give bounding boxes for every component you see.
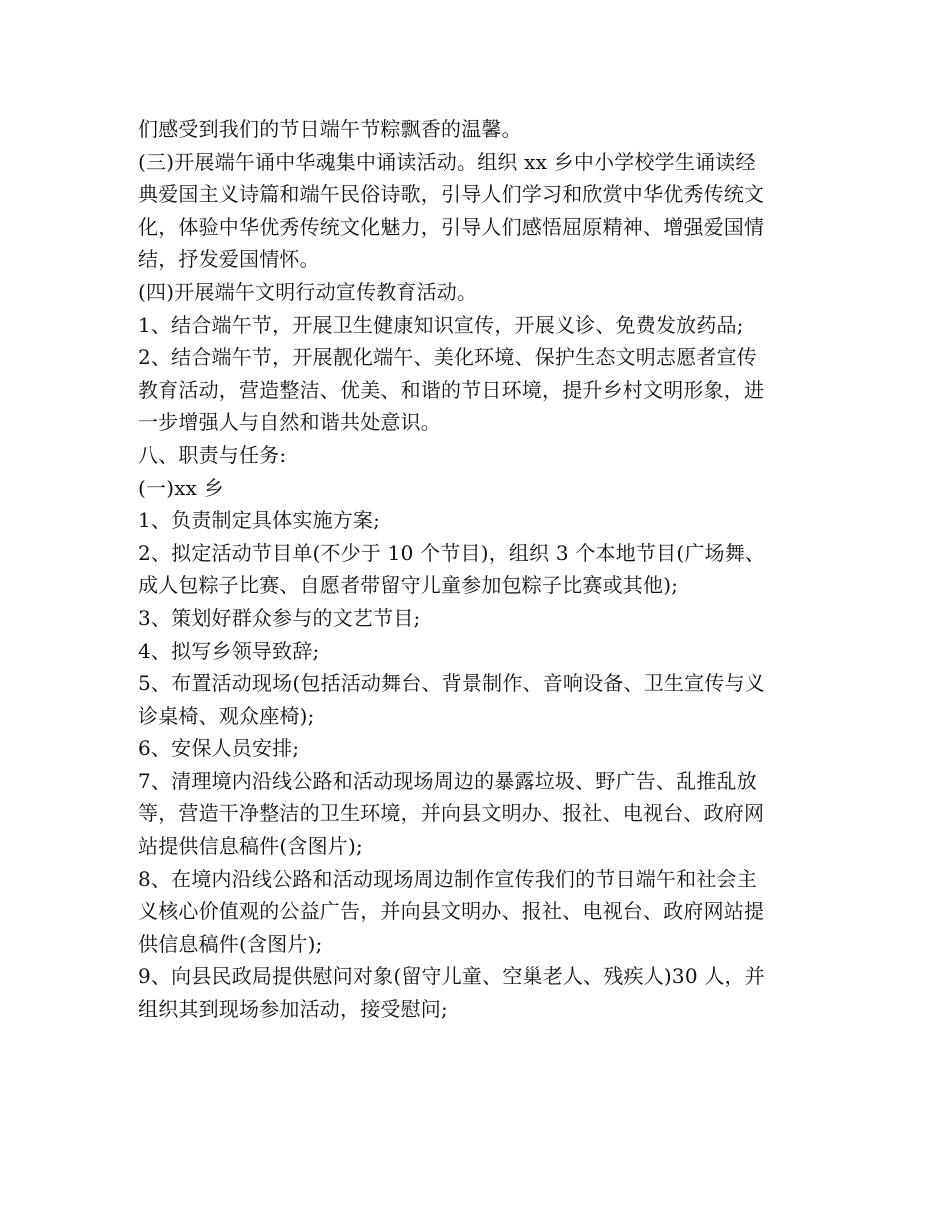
text-line: 3、策划好群众参与的文艺节目; [138, 605, 421, 630]
text-line: 等，营造干净整洁的卫生环境，并向县文明办、报社、电视台、政府网 [138, 801, 765, 826]
text-line: 结，抒发爱国情怀。 [138, 247, 320, 272]
text-line: 典爱国主义诗篇和端午民俗诗歌，引导人们学习和欣赏中华优秀传统文 [138, 182, 765, 207]
text-line: 们感受到我们的节日端午节粽飘香的温馨。 [138, 117, 522, 141]
text-line: 诊桌椅、观众座椅); [138, 703, 315, 728]
text-line: 组织其到现场参加活动，接受慰问; [138, 997, 448, 1022]
text-line: 一步增强人与自然和谐共处意识。 [138, 410, 441, 435]
text-line: 义核心价值观的公益广告，并向县文明办、报社、电视台、政府网站提 [138, 899, 765, 924]
text-line: 供信息稿件(含图片); [138, 931, 323, 956]
text-line: 成人包粽子比赛、自愿者带留守儿童参加包粽子比赛或其他); [138, 573, 679, 598]
text-line: 教育活动，营造整洁、优美、和谐的节日环境，提升乡村文明形象，进 [138, 377, 765, 402]
document-body [138, 113, 818, 1026]
text-line: 2、拟定活动节目单(不少于 10 个节目)，组织 3 个本地节目(广场舞、 [138, 540, 766, 565]
section-heading: 八、职责与任务: [138, 442, 287, 467]
text-line: 6、安保人员安排; [138, 736, 300, 761]
text-line: 7、清理境内沿线公路和活动现场周边的暴露垃圾、野广告、乱推乱放 [138, 768, 757, 793]
text-line: 1、结合端午节，开展卫生健康知识宣传，开展义诊、免费发放药品; [138, 312, 744, 337]
text-line: (四)开展端午文明行动宣传教育活动。 [138, 279, 478, 304]
text-line: 8、在境内沿线公路和活动现场周边制作宣传我们的节日端午和社会主 [138, 866, 757, 891]
text-line: 1、负责制定具体实施方案; [138, 508, 381, 533]
text-line: 5、布置活动现场(包括活动舞台、背景制作、音响设备、卫生宣传与义 [138, 671, 765, 696]
text-line: 2、结合端午节，开展靓化端午、美化环境、保护生态文明志愿者宣传 [138, 345, 757, 370]
text-line: 9、向县民政局提供慰问对象(留守儿童、空巢老人、残疾人)30 人，并 [138, 964, 765, 989]
text-line: 化，体验中华优秀传统文化魅力，引导人们感悟屈原精神、增强爱国情 [138, 214, 765, 239]
text-line: 4、拟写乡领导致辞; [138, 638, 320, 663]
text-line: 站提供信息稿件(含图片); [138, 834, 363, 859]
subsection-heading: (一)xx 乡 [138, 475, 224, 500]
text-line: (三)开展端午诵中华魂集中诵读活动。组织 xx 乡中小学校学生诵读经 [138, 149, 756, 174]
